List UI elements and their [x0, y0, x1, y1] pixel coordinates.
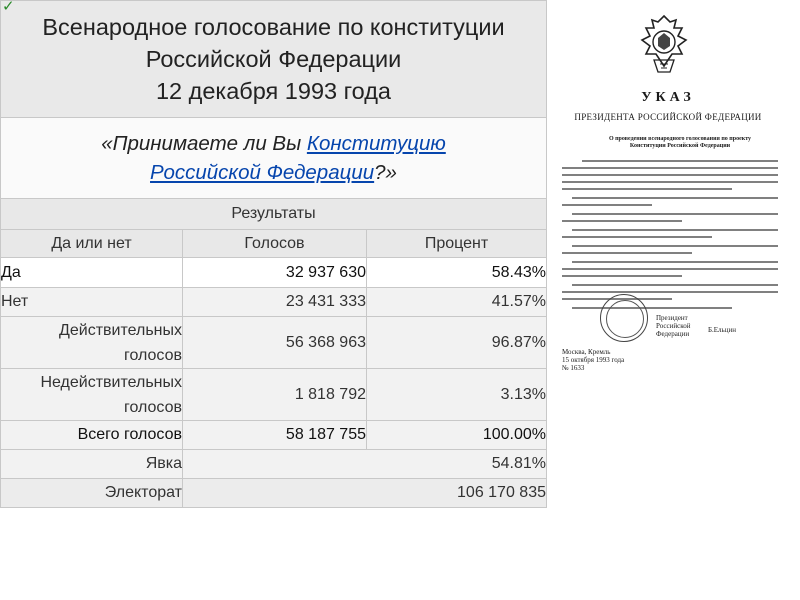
ballot-question: [1, 118, 547, 199]
row-value: 106 170 835: [183, 479, 547, 508]
row-label-line: Действительных: [59, 321, 182, 339]
decree-number: № 1633: [562, 364, 585, 372]
checkmark-icon: ✓: [2, 0, 15, 15]
row-label-line: Недействительных: [40, 373, 182, 391]
table-row-no: [1, 288, 547, 317]
row-votes: 32 937 630: [183, 258, 367, 288]
title-line: Российской Федерации: [145, 46, 402, 72]
constitution-link[interactable]: Конституцию: [306, 132, 446, 155]
table-row-yes: [1, 258, 547, 288]
signer-name: Б.Ельцин: [708, 326, 736, 334]
coat-of-arms-emblem-icon: [636, 14, 692, 76]
row-percent: 3.13%: [367, 369, 547, 421]
row-votes: 56 368 963: [183, 317, 367, 369]
signer-title: Президент Российской Федерации: [656, 314, 691, 338]
row-label: Нет: [1, 288, 183, 317]
table-row-electorate: [1, 479, 547, 508]
row-percent: 58.43%: [367, 258, 547, 288]
official-stamp-icon: [600, 294, 648, 342]
results-header: Результаты: [1, 199, 547, 230]
row-value: 54.81%: [183, 450, 547, 479]
decree-place: Москва, Кремль: [562, 348, 611, 356]
table-row-turnout: [1, 450, 547, 479]
constitution-link[interactable]: Российской Федерации: [150, 161, 375, 184]
decree-scan: [560, 8, 792, 378]
decree-date: 15 октября 1993 года: [562, 356, 625, 364]
row-label: Да: [1, 258, 183, 288]
row-percent: 100.00%: [367, 421, 547, 450]
row-label-line: голосов: [123, 398, 182, 416]
table-row-invalid: [1, 369, 547, 421]
table-row-valid: [1, 317, 547, 369]
decree-subject: О проведении всенародного голосования по проекту Конституции Российской Федерации: [608, 136, 752, 149]
title-line: Всенародное голосование по конституции: [42, 14, 505, 40]
column-header-answer: Да или нет: [1, 230, 183, 258]
row-votes: 58 187 755: [183, 421, 367, 450]
question-suffix: ?»: [374, 161, 397, 184]
row-percent: 96.87%: [367, 317, 547, 369]
column-header-percent: Процент: [367, 230, 547, 258]
row-votes: 1 818 792: [183, 369, 367, 421]
row-label: [1, 369, 183, 421]
row-votes: 23 431 333: [183, 288, 367, 317]
question-prefix: «Принимаете ли Вы: [101, 132, 307, 155]
column-header-votes: Голосов: [183, 230, 367, 258]
row-label: [1, 317, 183, 369]
decree-issuer: ПРЕЗИДЕНТА РОССИЙСКОЙ ФЕДЕРАЦИИ: [574, 112, 762, 122]
table-row-total: [1, 421, 547, 450]
table-title: [1, 1, 547, 118]
row-label: Всего голосов: [1, 421, 183, 450]
row-label: Электорат: [1, 479, 183, 508]
decree-title: УКАЗ: [641, 90, 695, 105]
row-label-line: голосов: [123, 346, 182, 364]
title-line: 12 декабря 1993 года: [155, 78, 392, 104]
row-percent: 41.57%: [367, 288, 547, 317]
row-label: Явка: [1, 450, 183, 479]
